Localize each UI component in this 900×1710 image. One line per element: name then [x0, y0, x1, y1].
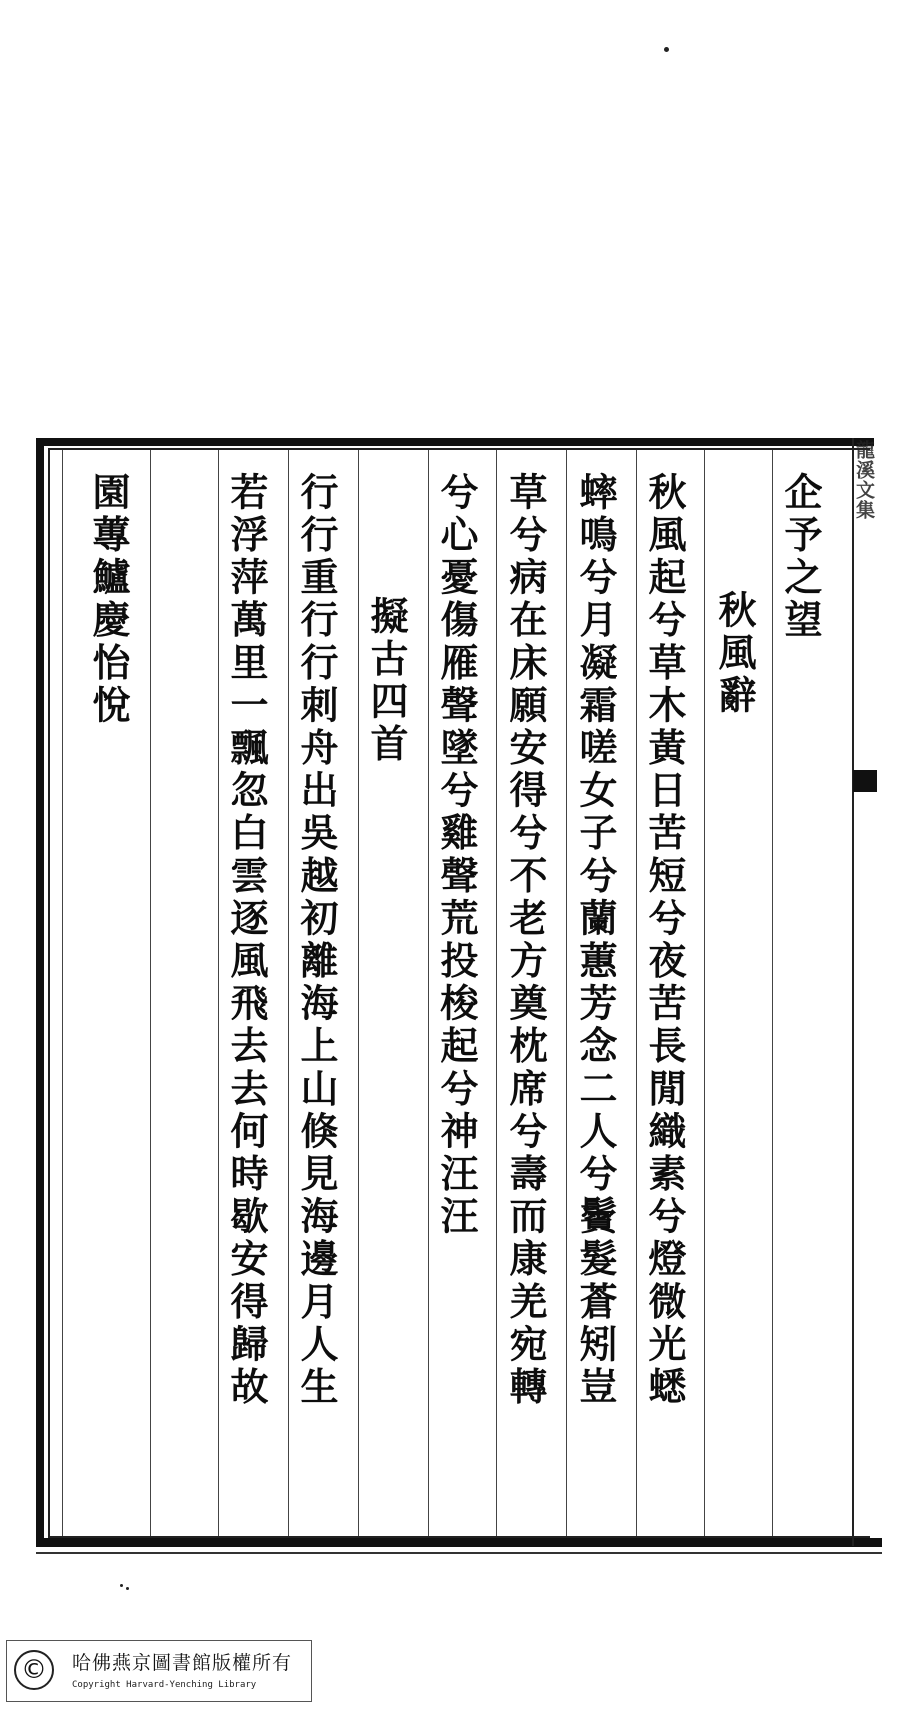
text-column: 蟀鳴兮月凝霜嗟女子兮蘭蕙芳念二人兮鬢髮蒼矧豈 [573, 472, 618, 1410]
copyright-icon: © [14, 1650, 54, 1690]
text-column: 園蓴鱸慶怡悅 [86, 472, 131, 728]
text-column: 兮心憂傷雁聲墜兮雞聲荒投梭起兮神汪汪 [434, 472, 479, 1239]
column-rule [358, 450, 359, 1536]
copyright-english: Copyright Harvard-Yenching Library [72, 1680, 257, 1690]
text-column: 行行重行行刺舟出吳越初離海上山倏見海邊月人生 [294, 472, 339, 1410]
column-rule [288, 450, 289, 1536]
text-column: 草兮病在床願安得兮不老方奠枕席兮壽而康羌宛轉 [503, 472, 548, 1410]
column-rule [496, 450, 497, 1536]
column-rule [636, 450, 637, 1536]
column-rule [62, 450, 63, 1536]
column-rule [428, 450, 429, 1536]
column-rule [704, 450, 705, 1536]
text-column: 秋風起兮草木黃日苦短兮夜苦長閒織素兮燈微光蟋 [642, 472, 687, 1410]
block-centre-title: 龍溪文集 [853, 440, 875, 520]
copyright-chinese: 哈佛燕京圖書館版權所有 [72, 1652, 293, 1674]
text-column: 若浮萍萬里一飄忽白雲逐風飛去去何時歇安得歸故 [224, 472, 269, 1410]
ink-speck [126, 1587, 129, 1590]
column-rule [150, 450, 151, 1536]
fishtail-mark [853, 770, 877, 792]
ink-speck [664, 47, 669, 52]
heading-title: 企予之望 [778, 472, 823, 643]
block-centre-strip [852, 438, 878, 1546]
ink-speck [120, 1584, 123, 1587]
column-rule [772, 450, 773, 1536]
poem-title-qiufengci: 秋風辭 [712, 590, 757, 718]
column-rule [218, 450, 219, 1536]
column-rule [566, 450, 567, 1536]
poem-title-nigu: 擬古四首 [364, 596, 409, 767]
